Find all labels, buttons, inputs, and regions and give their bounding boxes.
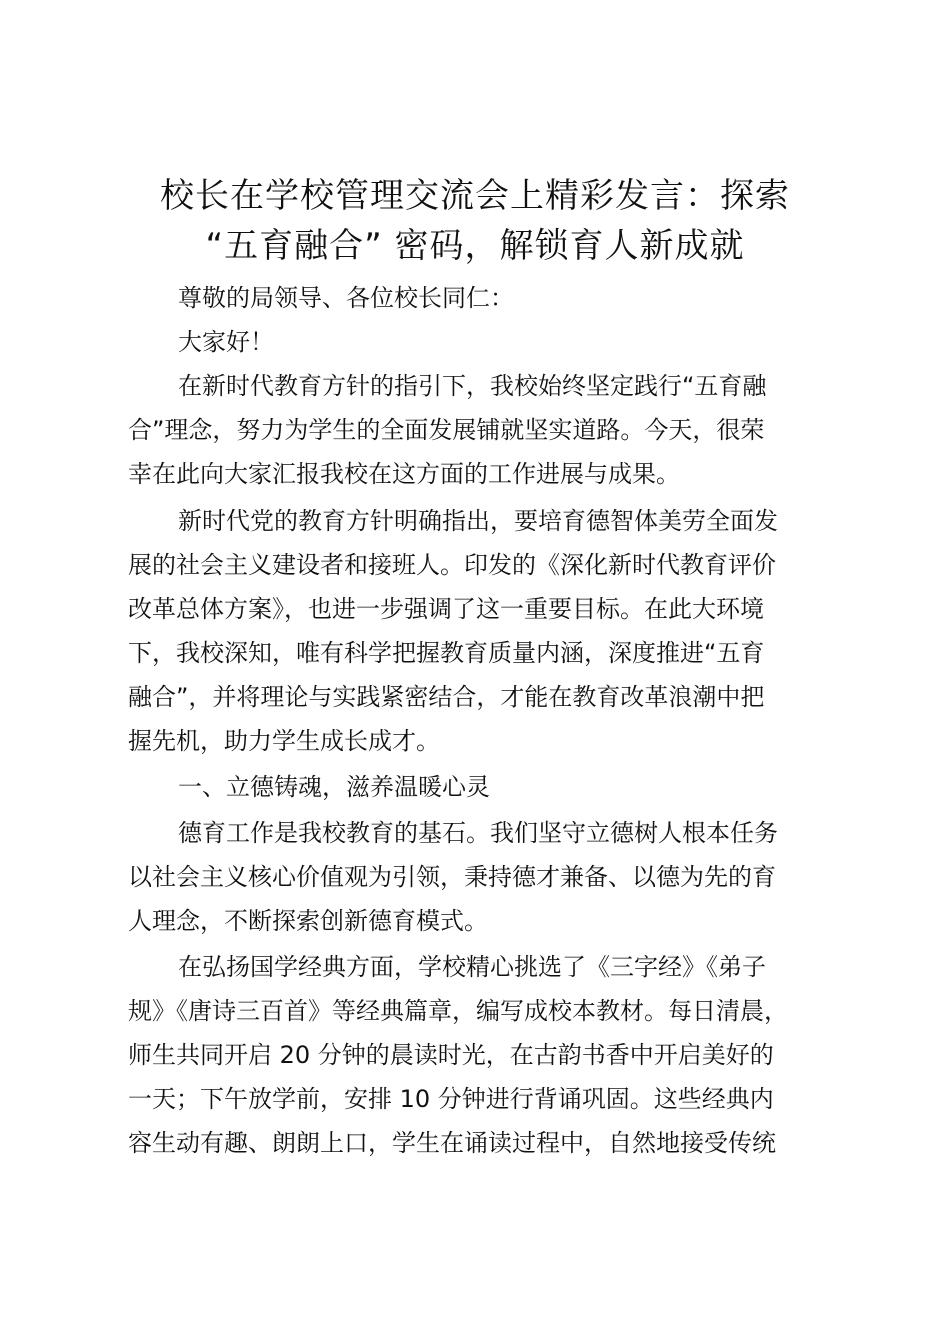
paragraph-line: 以社会主义核心价值观为引领，秉持德才兼备、以德为先的育 [128,863,776,891]
paragraph-line: 融合”，并将理论与实践紧密结合，才能在教育改革浪潮中把 [128,683,765,711]
greeting: 大家好！ [178,328,274,356]
paragraph-line: 容生动有趣、朗朗上口，学生在诵读过程中，自然地接受传统 [128,1129,776,1157]
document-title-line-1: 校长在学校管理交流会上精彩发言：探索 [160,176,790,216]
paragraph-line: 在弘扬国学经典方面，学校精心挑选了《三字经》《弟子 [178,953,766,981]
paragraph-line: 规》《唐诗三百首》等经典篇章，编写成校本教材。每日清晨， [128,997,788,1025]
salutation: 尊敬的局领导、各位校长同仁： [178,284,514,312]
paragraph-line: 下，我校深知，唯有科学把握教育质量内涵，深度推进“五育 [128,639,765,667]
paragraph-line: 改革总体方案》，也进一步强调了这一重要目标。在此大环境 [128,595,764,623]
paragraph-line: 师生共同开启 20 分钟的晨读时光，在古韵书香中开启美好的 [128,1041,774,1069]
section-heading: 一、立德铸魂，滋养温暖心灵 [178,773,490,801]
paragraph-line: 在新时代教育方针的指引下，我校始终坚定践行“五育融 [178,372,767,400]
document-title-line-2: “五育融合” 密码，解锁育人新成就 [205,226,745,266]
paragraph-line: 一天；下午放学前，安排 10 分钟进行背诵巩固。这些经典内 [128,1085,774,1113]
paragraph-line: 展的社会主义建设者和接班人。印发的《深化新时代教育评价 [128,551,776,579]
paragraph-line: 人理念，不断探索创新德育模式。 [128,907,488,935]
paragraph-line: 合”理念，努力为学生的全面发展铺就坚实道路。今天，很荣 [128,416,765,444]
paragraph-line: 新时代党的教育方针明确指出，要培育德智体美劳全面发 [178,507,778,535]
paragraph-line: 德育工作是我校教育的基石。我们坚守立德树人根本任务 [178,819,778,847]
paragraph-line: 幸在此向大家汇报我校在这方面的工作进展与成果。 [128,460,680,488]
paragraph-line: 握先机，助力学生成长成才。 [128,727,440,755]
